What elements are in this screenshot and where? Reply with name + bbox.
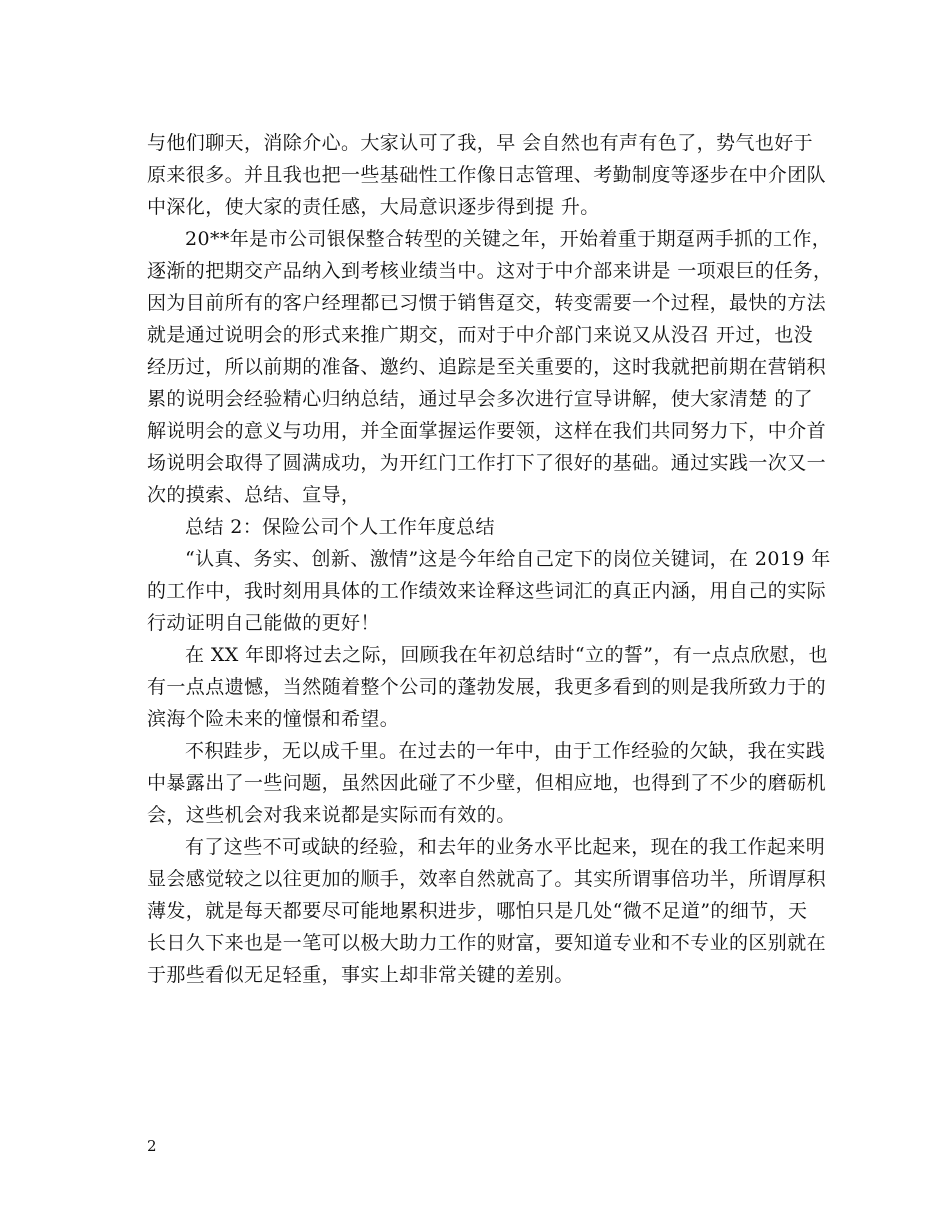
text-line: 因为目前所有的客户经理都已习惯于销售趸交，转变需要一个过程，最快的方法 (147, 292, 827, 314)
paragraph-first-line: 有了这些不可或缺的经验，和去年的业务水平比起来，现在的我工作起来明 (185, 836, 826, 858)
text-line: 中暴露出了一些问题，虽然因此碰了不少壁，但相应地，也得到了不少的磨砺机 (147, 772, 827, 794)
paragraph-first-line: 不积跬步，无以成千里。在过去的一年中，由于工作经验的欠缺，我在实践 (185, 740, 826, 762)
text-line: 次的摸索、总结、宣导， (147, 484, 361, 506)
paragraph-first-line: “认真、务实、创新、激情”这是今年给自己定下的岗位关键词，在 2019 年 (185, 548, 831, 570)
section-heading: 总结 2：保险公司个人工作年度总结 (185, 516, 495, 538)
text-line: 与他们聊天，消除介心。大家认可了我，早 会自然也有声有色了，势气也好于 (147, 132, 814, 154)
paragraph-first-line: 在 XX 年即将过去之际，回顾我在年初总结时“立的誓”，有一点点欣慰，也 (185, 644, 828, 666)
text-line: 显会感觉较之以往更加的顺手，效率自然就高了。其实所谓事倍功半，所谓厚积 (147, 868, 827, 890)
page-number: 2 (147, 1137, 157, 1155)
text-line: 的工作中，我时刻用具体的工作绩效来诠释这些词汇的真正内涵，用自己的实际 (147, 580, 827, 602)
text-line: 会，这些机会对我来说都是实际而有效的。 (147, 804, 516, 826)
paragraph-first-line: 20**年是市公司银保整合转型的关键之年，开始着重于期趸两手抓的工作， (185, 228, 832, 250)
text-line: 长日久下来也是一笔可以极大助力工作的财富，要知道专业和不专业的区别就在 (147, 932, 827, 954)
text-line: 滨海个险未来的憧憬和希望。 (147, 708, 400, 730)
text-line: 逐渐的把期交产品纳入到考核业绩当中。这对于中介部来讲是 一项艰巨的任务， (147, 260, 833, 282)
text-line: 原来很多。并且我也把一些基础性工作像日志管理、考勤制度等逐步在中介团队 (147, 164, 827, 186)
text-line: 中深化，使大家的责任感，大局意识逐步得到提 升。 (147, 196, 600, 218)
text-line: 经历过，所以前期的准备、邀约、追踪是至关重要的，这时我就把前期在营销积 (147, 356, 827, 378)
text-line: 于那些看似无足轻重，事实上却非常关键的差别。 (147, 964, 574, 986)
text-line: 行动证明自己能做的更好！ (147, 612, 380, 634)
text-line: 累的说明会经验精心归纳总结，通过早会多次进行宣导讲解，使大家清楚 的了 (147, 388, 814, 410)
text-line: 有一点点遗憾，当然随着整个公司的蓬勃发展，我更多看到的则是我所致力于的 (147, 676, 827, 698)
text-line: 就是通过说明会的形式来推广期交，而对于中介部门来说又从没召 开过，也没 (147, 324, 814, 346)
text-line: 薄发，就是每天都要尽可能地累积进步，哪怕只是几处“微不足道”的细节，天 (147, 900, 808, 922)
text-line: 场说明会取得了圆满成功，为开红门工作打下了很好的基础。通过实践一次又一 (147, 452, 827, 474)
text-line: 解说明会的意义与功用，并全面掌握运作要领，这样在我们共同努力下，中介首 (147, 420, 827, 442)
